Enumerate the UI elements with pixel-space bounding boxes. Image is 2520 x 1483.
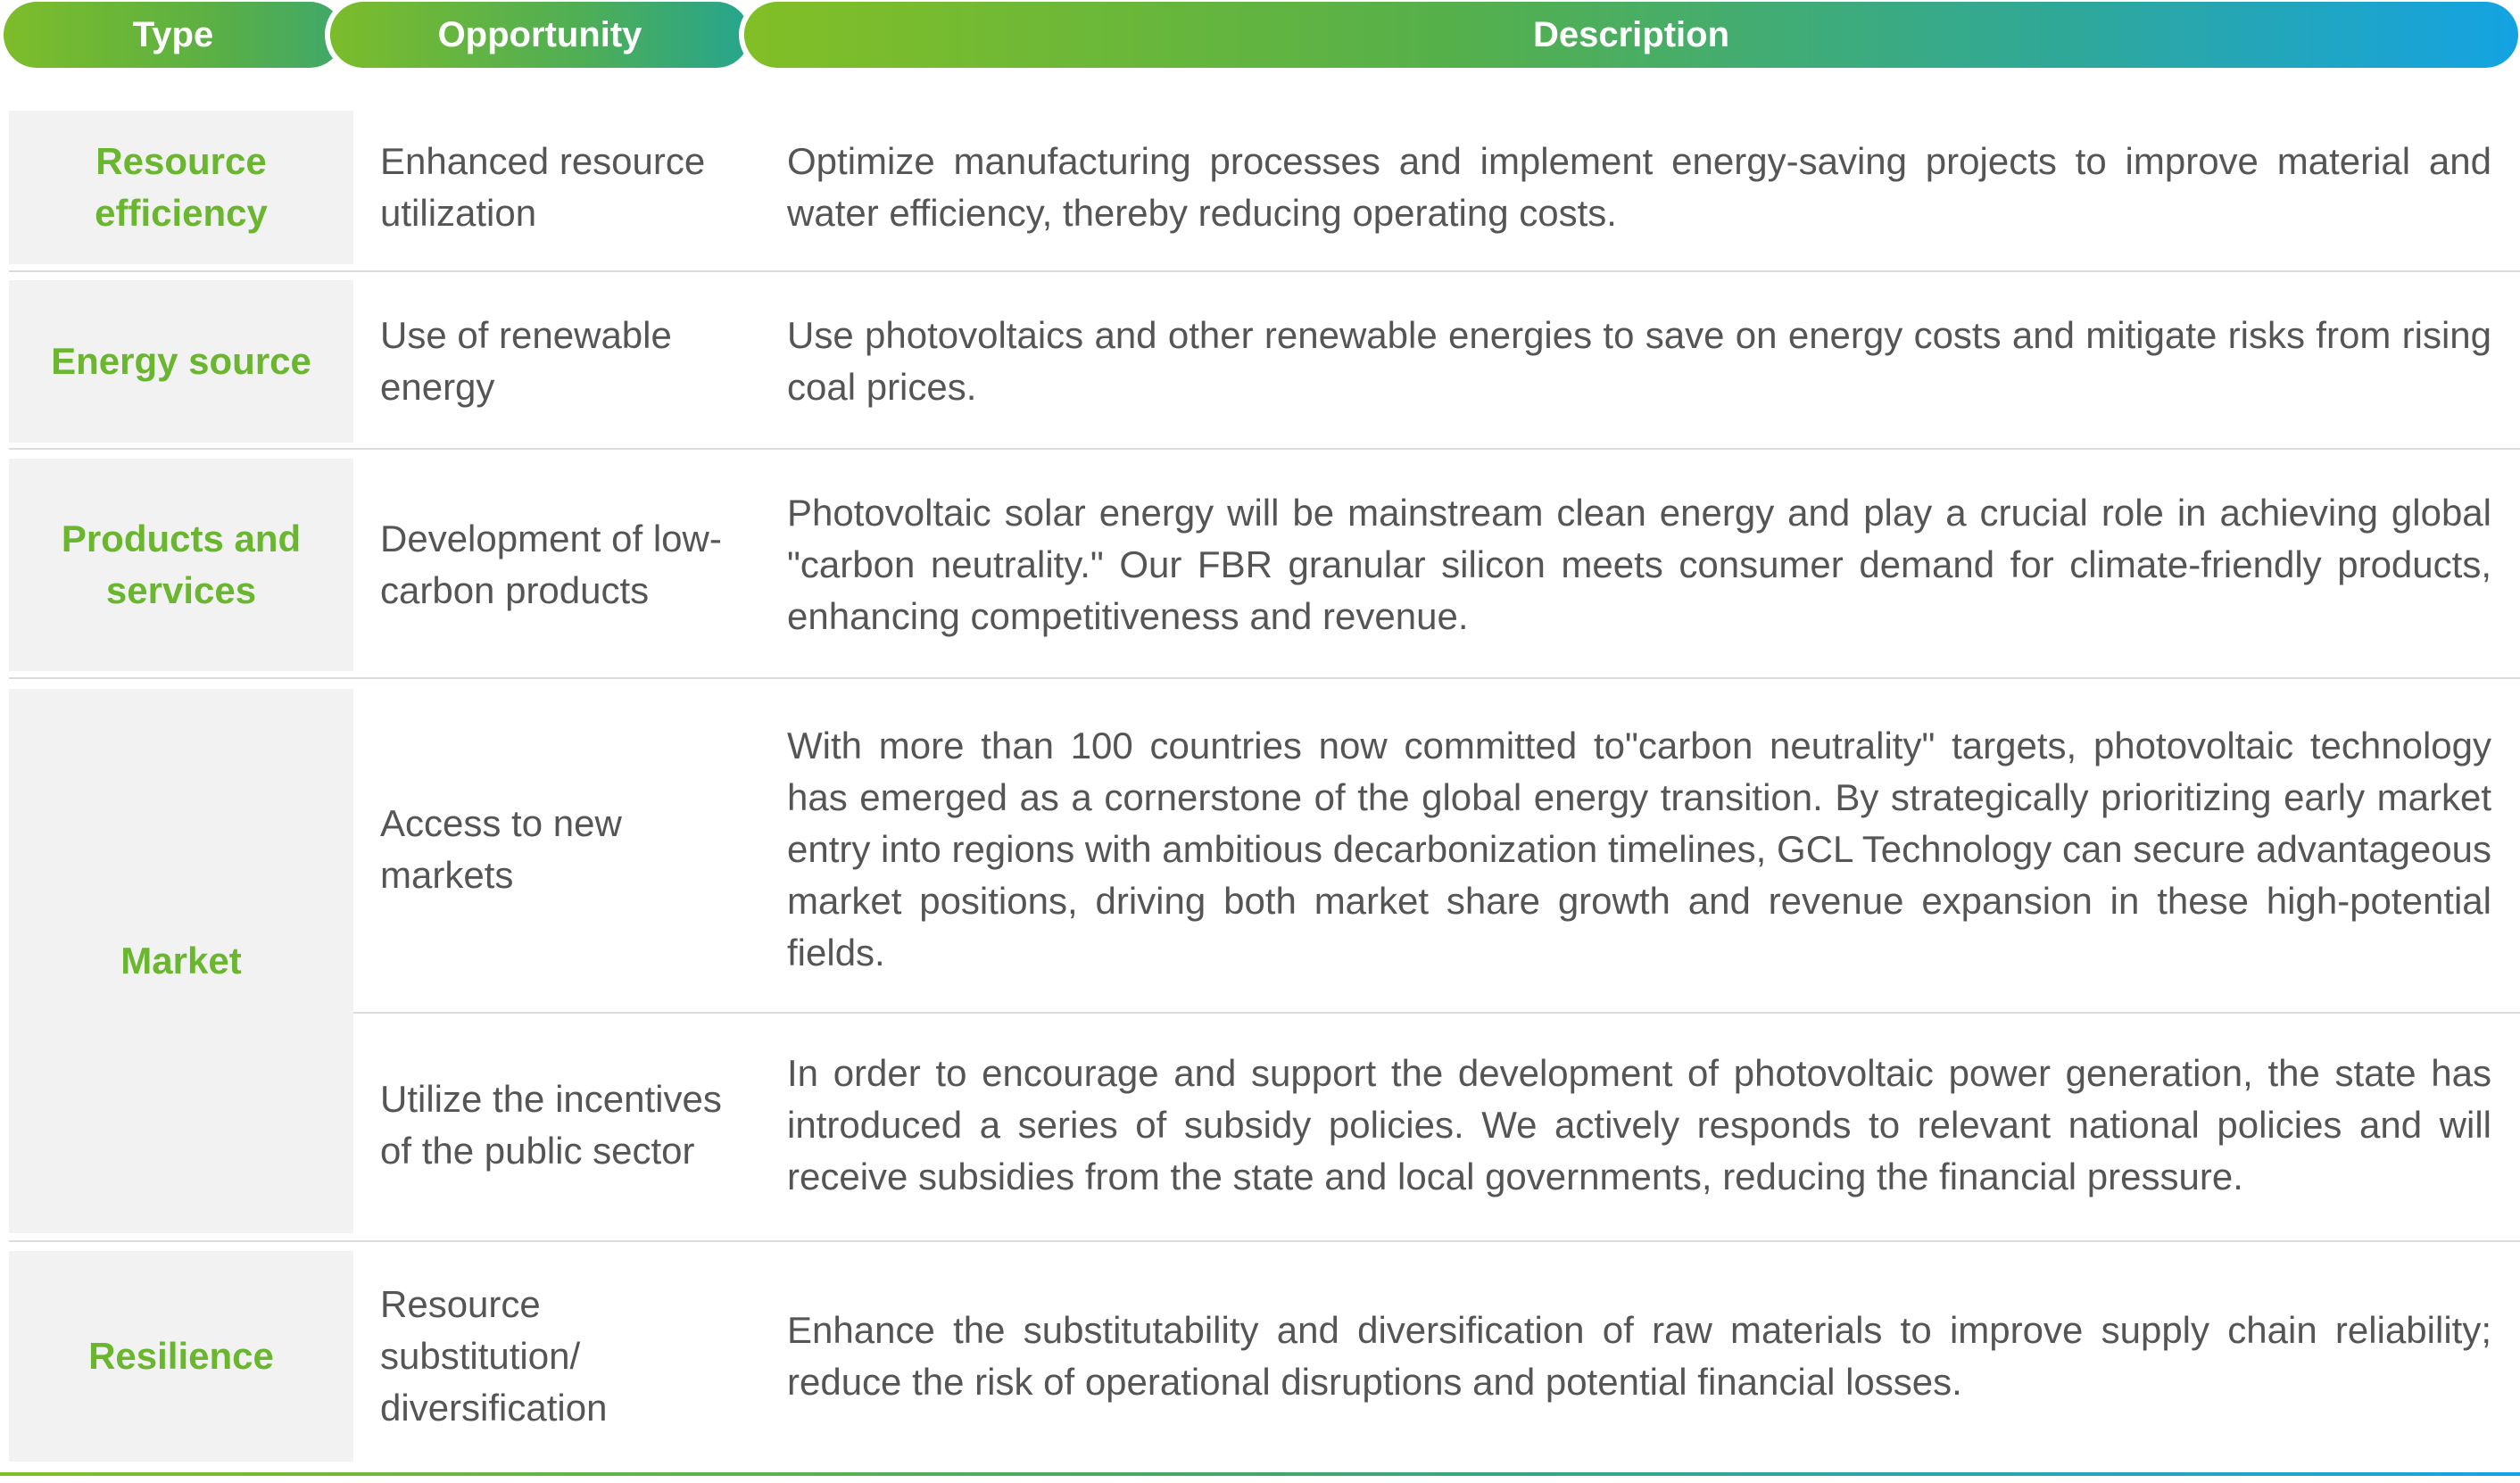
row-divider [9, 270, 2520, 272]
opportunity-cell [380, 1251, 737, 1462]
type-label: Market [120, 940, 242, 982]
opportunity-label: Enhanced resource utilization [380, 140, 706, 234]
opportunity-cell [380, 459, 737, 671]
sub-row-divider [353, 1012, 2520, 1014]
description-text: Photovoltaic solar energy will be mainstream clean energy and play a crucial role in achieving global "carbon neutrality." Our FBR granular silicon meets consumer demand for climate-friendly products, enhancing competitiveness and revenue. [787, 492, 2491, 637]
header-description: Description [744, 2, 2518, 68]
type-label: Resource efficiency [95, 140, 268, 234]
opportunity-label: Resource substitution/ diversification [380, 1283, 608, 1429]
type-cell-products-and-services [9, 459, 353, 671]
type-label: Products and services [61, 518, 302, 611]
type-cell-market [9, 689, 353, 1233]
opportunity-label: Use of renewable energy [380, 314, 672, 408]
description-cell [787, 1251, 2491, 1462]
type-cell-energy-source [9, 280, 353, 443]
opportunity-cell [380, 280, 737, 443]
description-text: With more than 100 countries now committed to"carbon neutrality" targets, photovoltaic technology has emerged as a cornerstone of the global energy transition. By strategically prioritizing early market entry into regions with ambitious decarbonization timelines, GCL Technology can secure advantageous market positions, driving both market share growth and revenue expansion in these high-potential fields. [787, 725, 2491, 973]
description-cell [787, 689, 2491, 1010]
row-divider [9, 1240, 2520, 1242]
opportunity-cell [380, 689, 737, 1010]
header-opportunity: Opportunity [330, 2, 750, 68]
opportunity-cell [380, 111, 737, 264]
row-divider [9, 448, 2520, 450]
type-cell-resilience [9, 1251, 353, 1462]
type-label: Energy source [51, 340, 311, 382]
table-header [0, 0, 2520, 71]
type-cell-resource-efficiency [9, 111, 353, 264]
opportunity-label: Access to new markets [380, 802, 622, 896]
description-cell [787, 1017, 2491, 1233]
opportunity-label: Utilize the incentives of the public sector [380, 1078, 722, 1172]
opportunity-label: Development of low-carbon products [380, 518, 722, 611]
bottom-gradient-rule [0, 1472, 2520, 1476]
row-divider [9, 677, 2520, 679]
description-cell [787, 459, 2491, 671]
header-type: Type [4, 2, 343, 68]
description-cell [787, 111, 2491, 264]
description-cell [787, 280, 2491, 443]
description-text: In order to encourage and support the development of photovoltaic power generation, the state has introduced a series of subsidy policies. We actively responds to relevant national policies and will receive subsidies from the state and local governments, reducing the financial pressure. [787, 1052, 2491, 1197]
description-text: Optimize manufacturing processes and implement energy-saving projects to improve material and water efficiency, thereby reducing operating costs. [787, 140, 2491, 234]
description-text: Enhance the substitutability and diversification of raw materials to improve supply chain reliability; reduce the risk of operational disruptions and potential financial losses. [787, 1309, 2491, 1403]
type-label: Resilience [88, 1335, 274, 1377]
opportunity-cell [380, 1017, 737, 1233]
description-text: Use photovoltaics and other renewable energies to save on energy costs and mitigate risks from rising coal prices. [787, 314, 2491, 408]
